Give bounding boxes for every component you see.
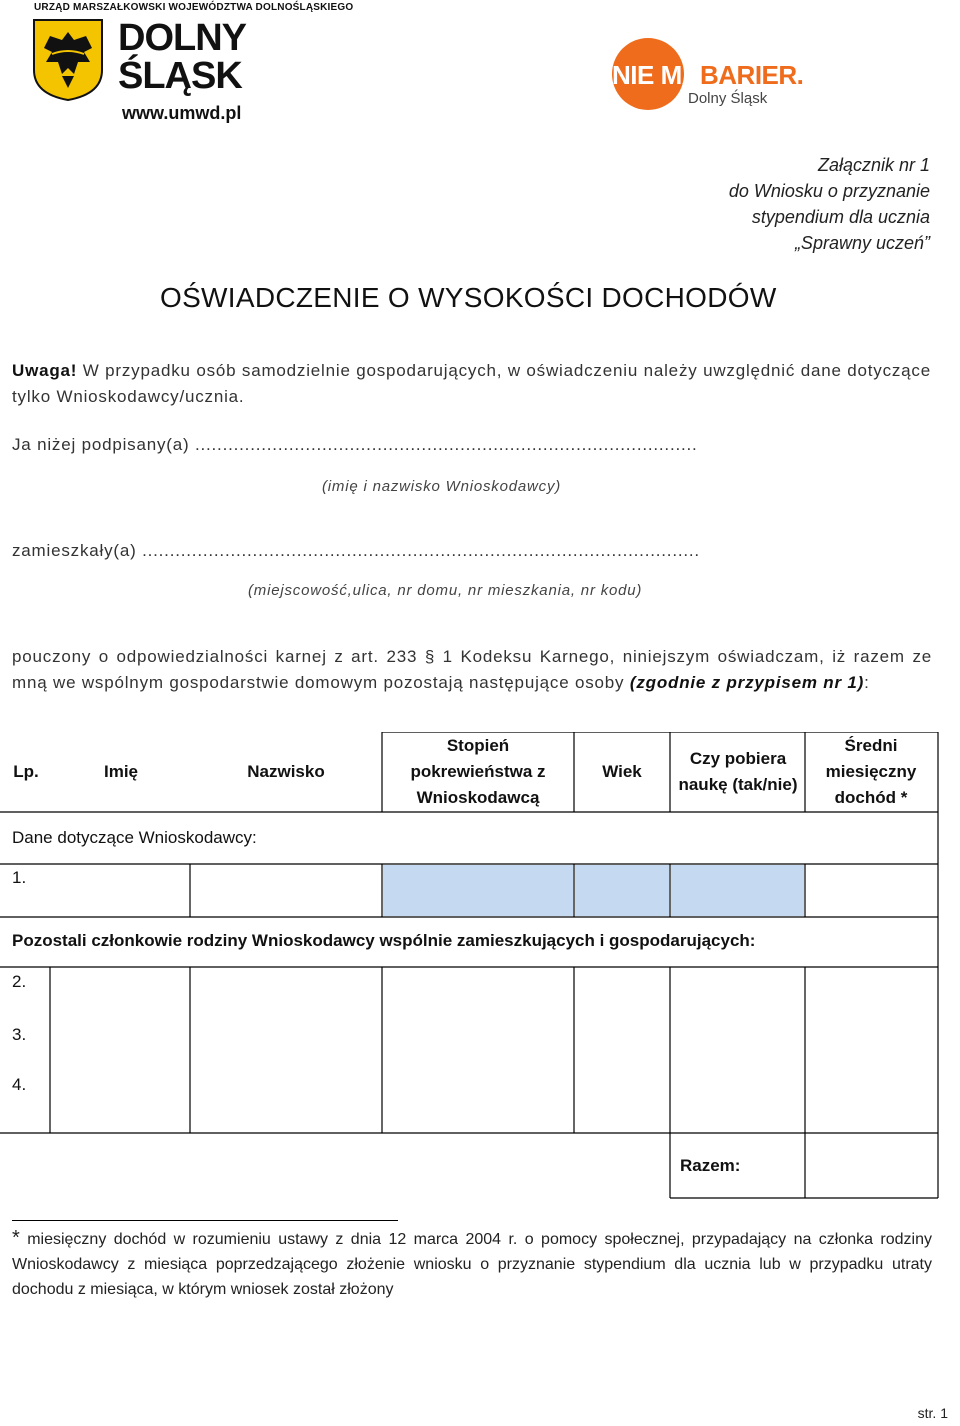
website-link[interactable]: www.umwd.pl <box>122 103 242 123</box>
applicant-studying-cell[interactable] <box>671 865 804 916</box>
header-income: Średni miesięczny dochód * <box>825 736 917 807</box>
page-number: str. 1 <box>917 1405 948 1421</box>
annex-line-2: do Wniosku o przyznanie <box>728 181 930 201</box>
notice-text: W przypadku osób samodzielnie gospodarujących, w oświadczeniu należy uwzględnić dane dotyczące tylko Wnioskodawcy/ucznia. <box>12 361 931 406</box>
notice <box>12 358 932 410</box>
applicant-age-cell[interactable] <box>575 865 669 916</box>
annex-line-4: „Sprawny uczeń” <box>794 233 930 253</box>
notice-label: Uwaga! <box>12 361 78 380</box>
row-number-4: 4. <box>12 1075 27 1094</box>
signer-label: Ja niżej podpisany(a) <box>12 435 195 454</box>
statement: pouczony o odpowiedzialności karnej z art. 233 § 1 Kodeksu Karnego, niniejszym oświadczam, iż razem ze mną we wspólnym gospodarstwie domowym pozostają następujące osoby (zgodnie z przypisem nr 1): <box>12 647 932 692</box>
section-sign: § <box>424 647 436 666</box>
statement-emphasis: (zgodnie z przypisem nr 1) <box>629 673 865 692</box>
total-label: Razem: <box>680 1156 741 1175</box>
footnote <box>12 1226 932 1302</box>
residence-label: zamieszkały(a) <box>12 541 143 560</box>
partner-logo: NIE MABARIER. <box>612 60 804 90</box>
header-studying: Czy pobiera naukę (tak/nie) <box>678 749 798 794</box>
header-lp: Lp. <box>13 762 39 781</box>
annex-line-3: stypendium dla ucznia <box>751 207 930 227</box>
applicant-kinship-cell[interactable] <box>383 865 573 916</box>
signer-dots[interactable]: ........................................................................................... <box>194 435 698 454</box>
footnote-marker: * <box>12 1227 20 1249</box>
residence-dots[interactable]: ..................................................................................................... <box>142 541 700 560</box>
row-number-3: 3. <box>12 1025 27 1044</box>
footnote-divider <box>12 1220 398 1221</box>
row-number-1: 1. <box>12 868 27 887</box>
brand-line-1: DOLNY <box>118 17 246 59</box>
partner-logo-sub: Dolny Śląsk <box>688 90 768 107</box>
applicant-section-label: Dane dotyczące Wnioskodawcy: <box>12 828 257 847</box>
footnote-text: miesięczny dochód w rozumieniu ustawy z dnia 12 marca 2004 r. o pomocy społecznej, przypadający na członka rodziny Wnioskodawcy z miesiąca poprzedzającego złożenie wniosku o przyznanie stypendium dla ucznia lub w przypadku utraty dochodu z miesiąca, w którym wniosek został złożony <box>12 1231 932 1298</box>
header-age: Wiek <box>602 762 642 781</box>
header-last-name: Nazwisko <box>247 762 325 781</box>
document-title: OŚWIADCZENIE O WYSOKOŚCI DOCHODÓW <box>160 282 777 313</box>
residence-caption: (miejscowość,ulica, nr domu, nr mieszkania, nr kodu) <box>248 582 643 599</box>
header-first-name: Imię <box>103 762 139 781</box>
brand-line-2: ŚLĄSK <box>118 55 242 97</box>
eagle-crest-logo <box>32 18 104 102</box>
annex-block <box>729 152 930 256</box>
signer-caption: (imię i nazwisko Wnioskodawcy) <box>322 478 562 495</box>
row-number-2: 2. <box>12 972 27 991</box>
office-name: URZĄD MARSZAŁKOWSKI WOJEWÓDZTWA DOLNOŚLĄSKIEGO <box>34 2 354 13</box>
others-section-label: Pozostali członkowie rodziny Wnioskodawcy wspólnie zamieszkujących i gospodarujących: <box>12 931 756 950</box>
residence-line[interactable] <box>12 538 932 564</box>
annex-line-1: Załącznik nr 1 <box>817 155 930 175</box>
header-kinship: Stopień pokrewieństwa z Wnioskodawcą <box>410 736 546 807</box>
signer-line[interactable] <box>12 432 932 458</box>
